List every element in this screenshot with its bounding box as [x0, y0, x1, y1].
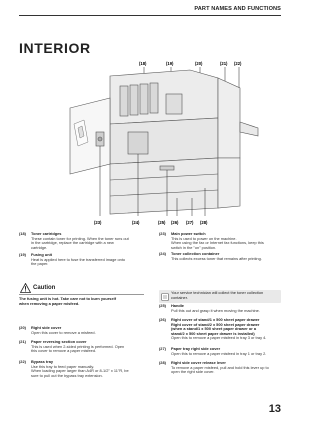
item-desc: To remove a paper misfeed, pull and hold this lever up to: [171, 364, 269, 370]
item-desc: this cover to remove a paper misfeed.: [31, 348, 97, 354]
item-desc: When loading paper larger than A4R or 8-1/2" x 11"R, be: [31, 368, 129, 374]
note-box: [159, 290, 281, 303]
caution-line: when removing a paper misfeed.: [19, 300, 80, 306]
note-text: [171, 291, 279, 300]
item-number: (22): [19, 359, 26, 364]
callout-28: (28): [200, 220, 208, 225]
item-desc: Heat is applied here to fuse the transferred image onto: [31, 256, 126, 262]
callout-19: (19): [166, 61, 174, 66]
callout-26: (26): [171, 220, 179, 225]
callout-24: (24): [132, 220, 140, 225]
item-desc: in the cartridge, replace the cartridge with a new: [31, 240, 114, 246]
item-24: [159, 252, 277, 261]
item-desc: Open this cover to remove a misfeed.: [31, 329, 96, 335]
item-number: (23): [159, 231, 166, 236]
item-heading: Handle: [171, 303, 184, 308]
item-20: [19, 326, 137, 335]
caution-line: The fusing unit is hot. Take care not to burn yourself: [19, 296, 116, 301]
item-desc: cartridge.: [31, 244, 48, 250]
item-desc: This is used to power on the machine.: [171, 235, 237, 241]
item-heading: stand/2 x 500 sheet paper drawer is installed): [171, 330, 255, 336]
item-desc: Use this tray to feed paper manually.: [31, 363, 95, 369]
caution-label: Caution: [33, 285, 56, 291]
callout-25: (25): [158, 220, 166, 225]
item-heading: Toner collection container: [171, 251, 220, 256]
item-desc: This collects excess toner that remains after printing.: [171, 255, 262, 261]
item-heading: Paper tray right side cover: [171, 346, 221, 351]
item-heading: Bypass tray: [31, 359, 54, 364]
note-icon: [161, 293, 169, 301]
item-desc: sure to pull out the bypass tray extension.: [31, 372, 103, 378]
item-22: [19, 360, 137, 378]
item-23: [159, 232, 277, 250]
item-number: (20): [19, 325, 26, 330]
item-heading: Paper reversing section cover: [31, 339, 87, 344]
item-19: [19, 253, 137, 267]
item-heading: Fusing unit: [31, 252, 52, 257]
page-number: 13: [268, 403, 281, 415]
item-number: (25): [159, 303, 166, 308]
callout-18: (18): [139, 61, 147, 66]
item-number: (18): [19, 231, 26, 236]
section-title: INTERIOR: [19, 40, 91, 56]
item-28: [159, 361, 277, 375]
caution-header: [19, 283, 144, 295]
item-heading: Right cover of stand/1 x 500 sheet paper drawer: [171, 317, 260, 322]
item-desc: open the right side cover.: [171, 369, 215, 375]
callout-23: (23): [94, 220, 102, 225]
header-divider: [19, 15, 281, 16]
item-heading: Right cover of stand/2 x 500 sheet paper drawer: [171, 321, 260, 327]
callout-27: (27): [186, 220, 194, 225]
item-number: (19): [19, 252, 26, 257]
item-21: [19, 340, 137, 354]
item-heading: Right side cover release lever: [171, 360, 226, 365]
callout-20: (20): [195, 61, 203, 66]
item-number: (27): [159, 346, 166, 351]
item-heading: Toner cartridges: [31, 231, 62, 236]
callouts-top: [139, 61, 242, 66]
item-heading: (when a stand/1 x 500 sheet paper drawer or a: [171, 326, 256, 332]
item-desc: Open this to remove a paper misfeed in tray 3 or tray 4.: [171, 335, 267, 341]
item-desc: This is used when 2-sided printing is performed. Open: [31, 343, 125, 349]
warning-icon: [20, 283, 31, 293]
item-27: [159, 347, 277, 356]
callouts-bottom: [94, 220, 208, 225]
note-line: Your service technician will collect the toner collection: [171, 290, 264, 295]
item-desc: switch in the "on" position.: [171, 244, 217, 250]
machine-illustration: [40, 58, 264, 228]
item-heading: Right side cover: [31, 325, 62, 330]
item-desc: the paper.: [31, 261, 49, 267]
item-25: [159, 304, 277, 313]
item-26: [159, 318, 277, 341]
item-desc: Open this to remove a paper misfeed in tray 1 or tray 2.: [171, 350, 267, 356]
item-desc: When using the fax or Internet fax functions, keep this: [171, 240, 264, 246]
item-desc: Pull this out and grasp it when moving the machine.: [171, 307, 260, 313]
item-number: (24): [159, 251, 166, 256]
item-number: (28): [159, 360, 166, 365]
item-heading: Main power switch: [171, 231, 206, 236]
callout-22: (22): [234, 61, 242, 66]
item-number: (26): [159, 317, 166, 322]
caution-box: [19, 283, 144, 321]
header-title: PART NAMES AND FUNCTIONS: [194, 6, 281, 12]
item-18: [19, 232, 137, 250]
caution-text: [19, 297, 144, 306]
callout-21: (21): [220, 61, 228, 66]
item-desc: These contain toner for printing. When the toner runs out: [31, 235, 129, 241]
item-number: (21): [19, 339, 26, 344]
note-line: container.: [171, 294, 188, 300]
